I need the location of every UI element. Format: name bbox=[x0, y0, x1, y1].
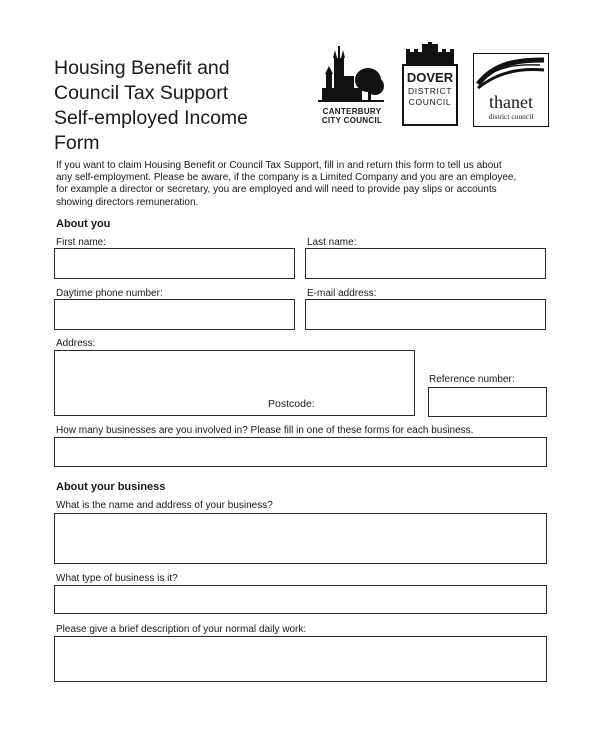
cathedral-icon bbox=[316, 44, 388, 106]
title-line-2: Council Tax Support bbox=[54, 82, 229, 104]
last-name-field[interactable] bbox=[305, 248, 546, 279]
phone-label: Daytime phone number: bbox=[56, 288, 163, 299]
business-name-address-label: What is the name and address of your business? bbox=[56, 500, 273, 511]
dover-logo-line-1: DOVER bbox=[406, 70, 454, 85]
canterbury-logo-line-2: CITY COUNCIL bbox=[321, 116, 383, 125]
intro-line-1: If you want to claim Housing Benefit or Council Tax Support, fill in and return this form to tell us about bbox=[56, 160, 502, 171]
title-line-3: Self-employed Income bbox=[54, 107, 249, 129]
form-title bbox=[54, 56, 304, 156]
about-you-heading: About you bbox=[56, 218, 111, 230]
wave-icon bbox=[474, 54, 548, 90]
daily-work-label: Please give a brief description of your normal daily work: bbox=[56, 624, 307, 635]
reference-label: Reference number: bbox=[429, 374, 515, 385]
castle-icon bbox=[402, 42, 458, 66]
dover-logo-line-2: DISTRICT bbox=[408, 86, 452, 96]
intro-line-4: showing directors remuneration. bbox=[56, 196, 199, 208]
reference-field[interactable] bbox=[428, 387, 547, 417]
intro-text bbox=[56, 160, 546, 209]
first-name-label: First name: bbox=[56, 237, 107, 248]
postcode-label: Postcode: bbox=[268, 398, 315, 410]
business-type-field[interactable] bbox=[54, 585, 547, 614]
email-field[interactable] bbox=[305, 299, 546, 330]
intro-line-3: for example a director or secretary, you are employed and will need to provide pay slips or accounts bbox=[56, 184, 497, 196]
daily-work-field[interactable] bbox=[54, 636, 547, 682]
canterbury-logo bbox=[316, 44, 388, 128]
email-label: E-mail address: bbox=[307, 288, 377, 299]
phone-field[interactable] bbox=[54, 299, 295, 330]
intro-line-2: any self-employment. Please be aware, if the company is a Limited Company and you are an employee, bbox=[56, 172, 517, 184]
canterbury-logo-line-1: CANTERBURY bbox=[322, 107, 382, 116]
title-line-4: Form bbox=[54, 132, 100, 154]
title-line-1: Housing Benefit and bbox=[54, 57, 230, 79]
last-name-label: Last name: bbox=[307, 237, 357, 248]
dover-logo-line-3: COUNCIL bbox=[408, 97, 452, 107]
address-label: Address: bbox=[56, 338, 96, 349]
dover-logo bbox=[402, 42, 458, 128]
thanet-logo-name: thanet bbox=[489, 92, 533, 112]
address-field[interactable] bbox=[54, 350, 415, 416]
business-name-address-field[interactable] bbox=[54, 513, 547, 564]
businesses-count-field[interactable] bbox=[54, 437, 547, 467]
thanet-logo-sub: district council bbox=[488, 112, 534, 121]
about-business-heading: About your business bbox=[56, 481, 166, 493]
first-name-field[interactable] bbox=[54, 248, 295, 279]
business-type-label: What type of business is it? bbox=[56, 573, 178, 584]
businesses-count-label: How many businesses are you involved in? Please fill in one of these forms for each business. bbox=[56, 425, 474, 436]
thanet-logo bbox=[473, 53, 549, 127]
